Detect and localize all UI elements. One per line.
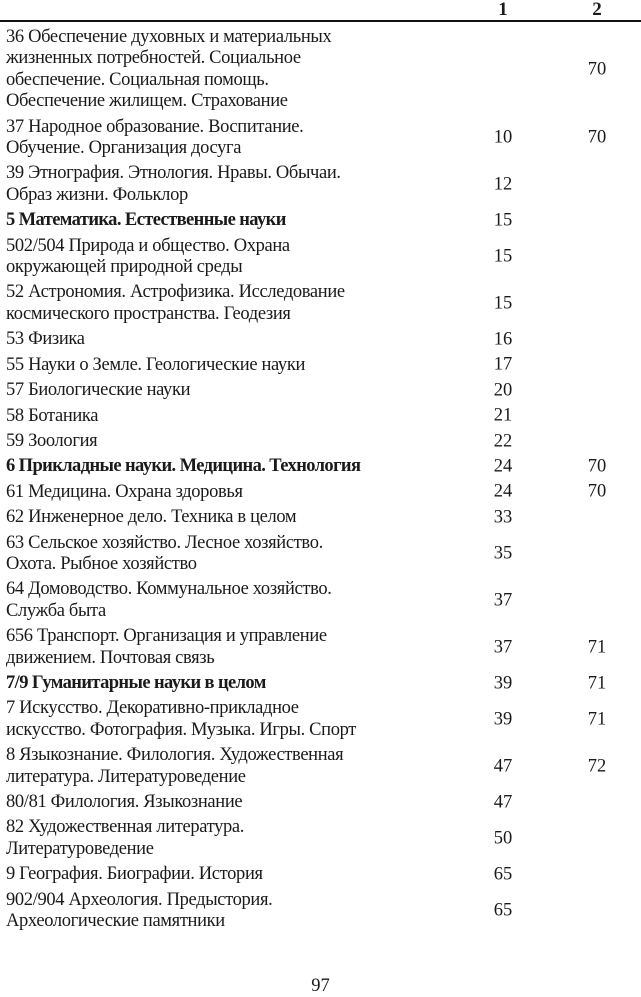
row-value-1: 20 (493, 380, 513, 401)
row-value-1: 12 (493, 174, 513, 195)
row-label: 502/504 Природа и общество. Охрана окружающей природной среды (6, 235, 290, 278)
table-row (6, 280, 636, 327)
row-value-1: 24 (493, 481, 513, 502)
row-value-1: 39 (493, 709, 513, 730)
table-row (6, 505, 636, 530)
row-label: 656 Транспорт. Организация и управление движением. Почтовая связь (6, 626, 327, 668)
row-label: 61 Медицина. Охрана здоровья (6, 481, 243, 502)
row-label: 37 Народное образование. Воспитание. Обучение. Организация досуга (6, 116, 304, 159)
column-header-2: 2 (592, 0, 602, 20)
table-row (6, 353, 636, 378)
row-label: 58 Ботаника (6, 405, 99, 426)
table-row (6, 208, 636, 233)
row-value-1: 65 (493, 900, 513, 921)
table-row (6, 454, 636, 479)
table-row (6, 624, 636, 671)
table-row (6, 862, 636, 887)
table-row (6, 378, 636, 403)
row-value-1: 47 (493, 756, 513, 777)
row-label: 53 Физика (6, 329, 85, 350)
row-label: 7/9 Гуманитарные науки в целом (6, 672, 266, 693)
page-number: 97 (311, 976, 330, 996)
row-label: 64 Домоводство. Коммунальное хозяйство. Служба быта (6, 579, 332, 621)
table-row (6, 161, 636, 208)
table-row (6, 429, 636, 454)
table-row (6, 531, 636, 578)
row-value-1: 10 (493, 127, 513, 148)
row-value-1: 37 (493, 590, 513, 611)
row-label: 36 Обеспечение духовных и материальных жизненных потребностей. Социальное обеспечение. Социальная помощь. Обеспечение жилищем. Страхование (6, 27, 332, 112)
row-label: 59 Зоология (6, 430, 98, 451)
row-label: 6 Прикладные науки. Медицина. Технология (6, 456, 361, 477)
row-value-2: 71 (587, 673, 607, 694)
row-value-1: 17 (493, 354, 513, 375)
table-row (6, 743, 636, 790)
row-value-2: 70 (587, 456, 607, 477)
row-value-2: 72 (587, 756, 607, 777)
row-value-1: 50 (493, 828, 513, 849)
table-row (6, 696, 636, 743)
table-header (0, 0, 641, 22)
column-header-1: 1 (498, 0, 508, 20)
row-value-1: 47 (493, 792, 513, 813)
row-value-1: 16 (493, 329, 513, 350)
row-value-2: 70 (587, 481, 607, 502)
table-row (6, 480, 636, 505)
row-label: 80/81 Филология. Языкознание (6, 792, 243, 812)
row-label: 7 Искусство. Декоративно-прикладное искусство. Фотография. Музыка. Игры. Спорт (6, 698, 357, 740)
row-label: 82 Художественная литература. Литературоведение (6, 817, 245, 859)
table-row (6, 234, 636, 281)
row-value-2: 70 (587, 127, 607, 148)
table-row (6, 115, 636, 162)
row-value-1: 22 (493, 431, 513, 452)
row-label: 39 Этнография. Этнология. Нравы. Обычаи. Образ жизни. Фольклор (6, 163, 341, 205)
row-value-2: 71 (587, 637, 607, 658)
row-value-1: 21 (493, 405, 513, 426)
classification-table (6, 25, 636, 934)
table-row (6, 577, 636, 624)
row-label: 63 Сельское хозяйство. Лесное хозяйство. Охота. Рыбное хозяйство (6, 532, 323, 574)
table-row (6, 671, 636, 696)
row-label: 62 Инженерное дело. Техника в целом (6, 507, 297, 528)
table-row (6, 888, 636, 935)
row-value-2: 71 (587, 709, 607, 730)
row-label: 9 География. Биографии. История (6, 864, 263, 885)
row-label: 902/904 Археология. Предыстория. Археологические памятники (6, 889, 273, 932)
row-value-2: 70 (587, 59, 607, 80)
row-label: 55 Науки о Земле. Геологические науки (6, 354, 306, 375)
row-value-1: 39 (493, 673, 513, 694)
row-value-1: 33 (493, 507, 513, 528)
row-value-1: 24 (493, 456, 513, 477)
row-value-1: 65 (493, 864, 513, 885)
table-row (6, 815, 636, 862)
row-value-1: 15 (493, 293, 513, 314)
row-value-1: 15 (493, 246, 513, 267)
table-row (6, 327, 636, 352)
row-label: 5 Математика. Естественные науки (6, 210, 286, 231)
row-value-1: 35 (493, 543, 513, 564)
table-row (6, 790, 636, 815)
table-row (6, 25, 636, 115)
row-label: 52 Астрономия. Астрофизика. Исследование космического пространства. Геодезия (6, 282, 345, 324)
row-label: 57 Биологические науки (6, 380, 191, 401)
table-row (6, 404, 636, 429)
row-value-1: 15 (493, 210, 513, 231)
row-label: 8 Языкознание. Филология. Художественная литература. Литературоведение (6, 745, 344, 787)
row-value-1: 37 (493, 637, 513, 658)
